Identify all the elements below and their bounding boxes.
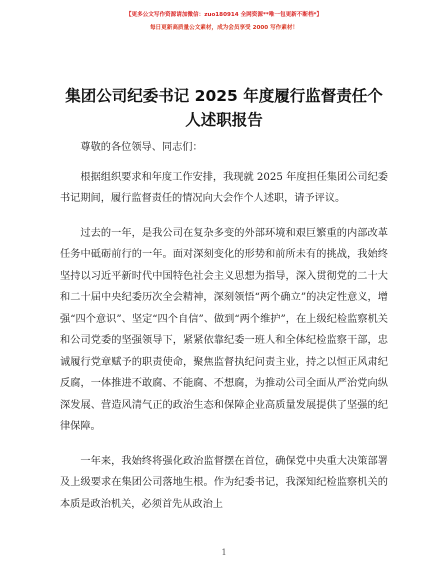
document-title: 集团公司纪委书记 2025 年度履行监督责任个人述职报告 — [65, 87, 383, 129]
paragraph-intro: 根据组织要求和年度工作安排，我现就 2025 年度担任集团公司纪委书记期间，履行监督责任的情况向大会作个人述职，请予评议。 — [60, 171, 388, 204]
promo-banner-line-1: 【更多公文写作资源请加微信：zuo180914 全网资源**唯一包更新不断档*】 — [125, 12, 323, 18]
salutation: 尊敬的各位领导、同志们： — [80, 142, 203, 153]
page-number: 1 — [221, 548, 227, 557]
paragraph-political-supervision: 一年来，我始终将强化政治监督摆在首位，确保党中央重大决策部署及上级要求在集团公司落地生根。作为纪委书记，我深知纪检监察机关的本质是政治机关，必须首先从政治上 — [60, 455, 388, 510]
promo-banner — [0, 10, 448, 34]
promo-banner-line-2: 每日更新高质量公文素材，成为会员享受 2000 写作素材！ — [149, 25, 299, 31]
paragraph-overview: 过去的一年，是我公司在复杂多变的外部环境和艰巨繁重的内部改革任务中砥砺前行的一年。面对深刻变化的形势和前所未有的挑战，我始终坚持以习近平新时代中国特色社会主义思想为指导，深入贯彻党的二十大和二十届中央纪委历次全会精神，深刻领悟“两个确立”的决定性意义，增强“四个意识”、坚定“四个自信”、做到“两个维护”，在上级纪检监察机关和公司党委的坚强领导下，紧紧依靠纪委一班人和全体纪检监察干部，忠诚履行党章赋予的职责使命，聚焦监督执纪问责主业，持之以恒正风肃纪反腐，一体推进不敢腐、不能腐、不想腐，为推动公司全面从严治党向纵深发展、营造风清气正的政治生态和保障企业高质量发展提供了坚强的纪律保障。 — [60, 227, 388, 432]
document-body — [60, 137, 388, 528]
